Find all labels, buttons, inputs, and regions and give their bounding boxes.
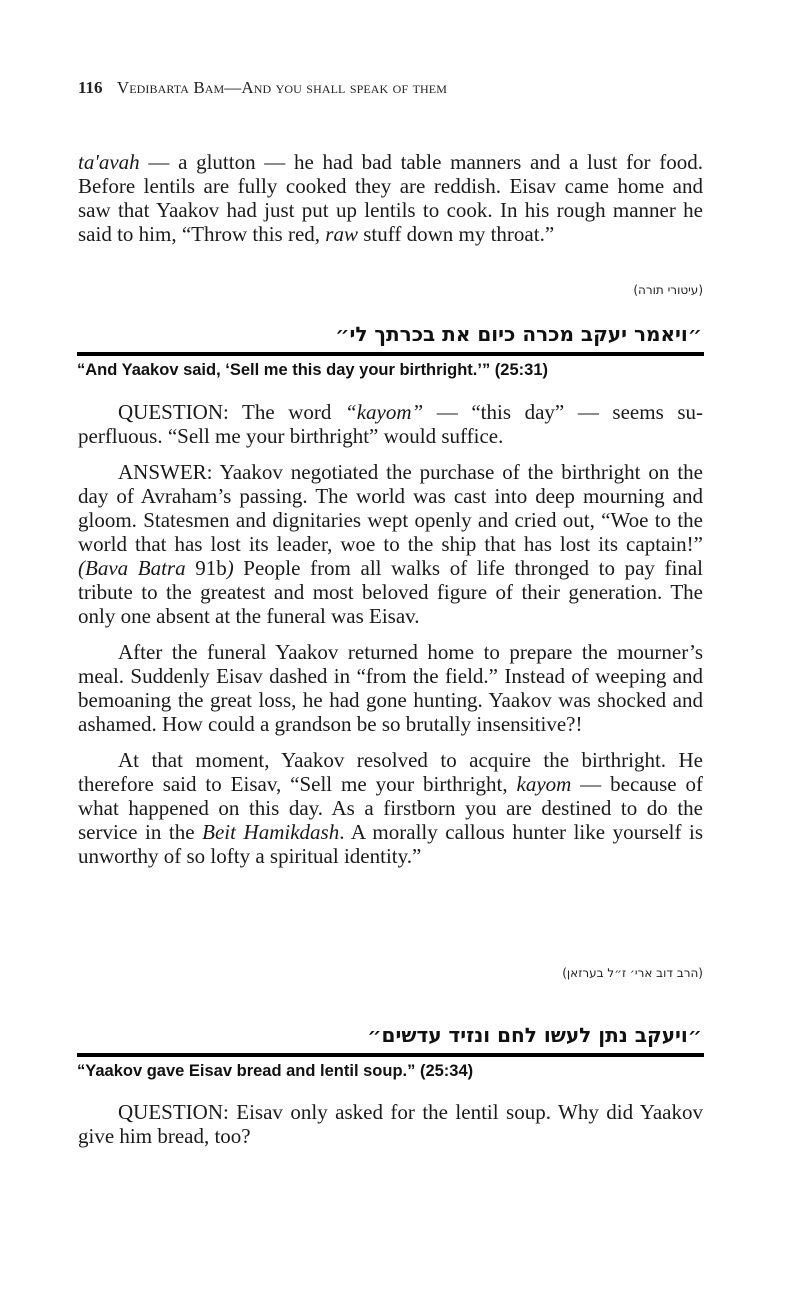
page-number: 116	[78, 78, 103, 97]
verse-english: “And Yaakov said, ‘Sell me this day your birthright.’” (25:31)	[77, 361, 548, 379]
italic-text: (Bava Batra	[78, 556, 186, 580]
verse-hebrew: ״ויעקב נתן לעשו לחם ונזיד עדשים״	[367, 1023, 702, 1047]
heading-rule	[77, 352, 704, 356]
paragraph	[78, 748, 703, 868]
section-continuation	[78, 150, 703, 246]
verse-hebrew: ״ויאמר יעקב מכרה כיום את בכרתך לי״	[335, 322, 702, 346]
text-run: QUESTION: Eisav only asked for the lentil soup. Why did Yaakov give him bread, too?	[78, 1100, 703, 1148]
text-run: ANSWER: Yaakov negotiated the purchase of the birthright on the day of Avraham’s passing. The world was cast into deep mourning and gloom. Statesmen and dignitaries wept openly and cried out, “Woe to the world that has lost its leader, woe to the ship that has lost its captain!”	[78, 460, 703, 556]
paragraph-question	[78, 400, 703, 448]
verse-heading	[77, 1023, 704, 1081]
italic-text: Beit Hamikdash	[202, 820, 340, 844]
paragraph-question	[78, 1100, 703, 1148]
section-bread	[78, 1100, 703, 1148]
heading-rule	[77, 1053, 704, 1057]
italic-text: )	[226, 556, 234, 580]
text-run: 91b	[185, 556, 227, 580]
text-run: . A morally callous hunter like yourself is unworthy of so lofty a spiritual identity.”	[78, 820, 704, 868]
source-citation: (עיטורי תורה)	[633, 283, 703, 297]
italic-text: ta'avah	[78, 150, 140, 174]
italic-text: “kayom”	[345, 400, 424, 424]
text-run: QUESTION: The word	[118, 400, 346, 424]
paragraph-answer	[78, 460, 703, 628]
text-run: People from all walks of life thronged to pay final tribute to the greatest and most beloved figure of their generation. The only one absent at the funeral was Eisav.	[78, 556, 703, 628]
verse-heading	[77, 322, 704, 380]
running-head-title: Vedibarta Bam—And you shall speak of them	[116, 78, 447, 97]
verse-english: “Yaakov gave Eisav bread and lentil soup.” (25:34)	[77, 1062, 474, 1080]
text-run: stuff down my throat.”	[357, 222, 555, 246]
italic-text: kayom	[516, 772, 572, 796]
section-kayom	[78, 400, 703, 868]
text-run: After the funeral Yaakov returned home to prepare the mourner’s meal. Suddenly Eisav dashed in “from the field.” Instead of weeping and bemoaning the great loss, he had gone hunting. Yaakov was shocked and ashamed. How could a grandson be so brutally insensitive?!	[78, 640, 703, 736]
text-run: — because of what happened on this day. As a firstborn you are destined to do the service in the	[78, 772, 703, 844]
italic-text: raw	[325, 222, 358, 246]
source-citation: (הרב דוב ארי׳ ז״ל בערזאן)	[562, 966, 703, 980]
text-run: At that moment, Yaakov resolved to acquire the birthright. He therefore said to Eisav, “Sell me your birthright,	[78, 748, 703, 796]
paragraph	[78, 150, 703, 246]
running-head	[78, 78, 447, 98]
text-run: — a glutton — he had bad table manners and a lust for food. Before lentils are fully cooked they are reddish. Eisav came home and saw that Yaakov had just put up lentils to cook. In his rough manner he said to him, “Throw this red,	[78, 150, 703, 246]
paragraph	[78, 640, 703, 736]
text-run: — “this day” — seems superfluous. “Sell me your birthright” would suffice.	[78, 400, 703, 448]
